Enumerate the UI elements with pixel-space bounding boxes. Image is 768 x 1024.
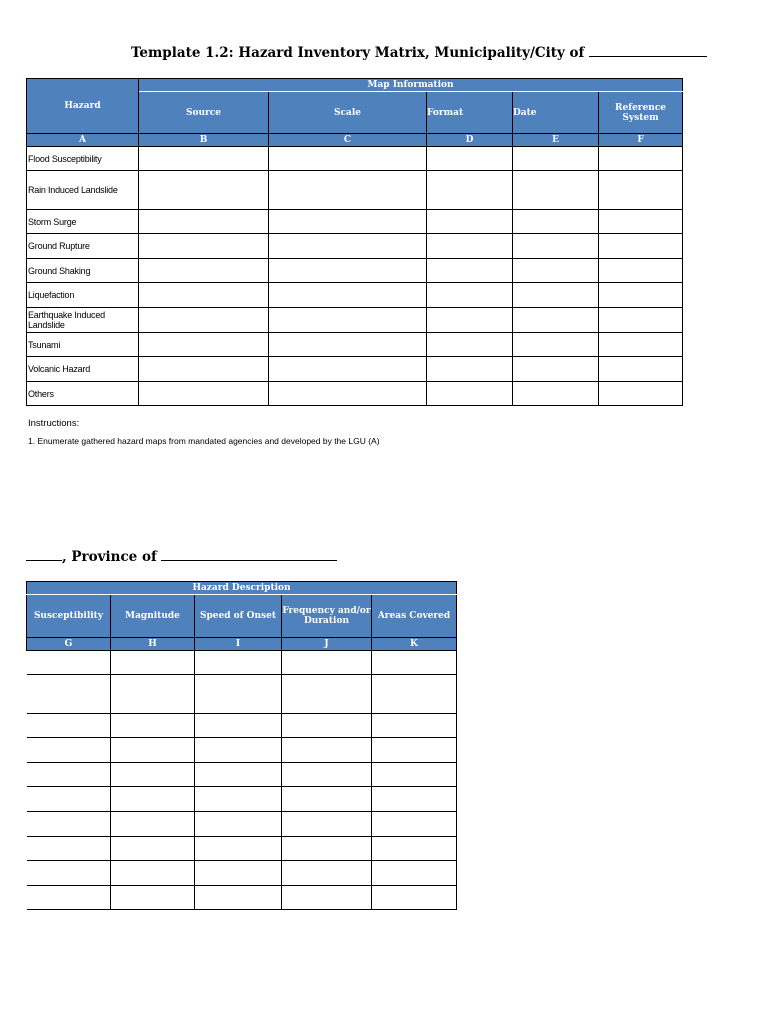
- table-cell[interactable]: [195, 812, 282, 837]
- table-cell[interactable]: [427, 259, 513, 283]
- table-cell[interactable]: [599, 147, 683, 171]
- table-cell[interactable]: [27, 651, 111, 675]
- table-cell[interactable]: [269, 333, 427, 357]
- table-cell[interactable]: [139, 382, 269, 406]
- column-letter: F: [599, 134, 683, 147]
- table-cell[interactable]: [372, 837, 457, 861]
- table-cell[interactable]: [139, 234, 269, 259]
- table-cell[interactable]: [139, 210, 269, 234]
- table-cell[interactable]: [269, 357, 427, 382]
- table-cell[interactable]: [111, 738, 195, 763]
- table-cell[interactable]: [372, 812, 457, 837]
- table-cell[interactable]: [282, 861, 372, 886]
- table-cell[interactable]: [372, 861, 457, 886]
- table-cell[interactable]: [282, 812, 372, 837]
- column-letter: A: [27, 134, 139, 147]
- table-cell[interactable]: [599, 283, 683, 308]
- frequency-duration-column-header: Frequency and/or Duration: [282, 595, 372, 638]
- areas-covered-column-header: Areas Covered: [372, 595, 457, 638]
- scale-column-header: Scale: [269, 92, 427, 134]
- table-cell[interactable]: [111, 651, 195, 675]
- table-cell[interactable]: [282, 714, 372, 738]
- table-cell[interactable]: [111, 675, 195, 714]
- column-letter: I: [195, 638, 282, 651]
- page-title: [0, 44, 768, 61]
- table-cell[interactable]: [513, 259, 599, 283]
- table-cell[interactable]: [269, 308, 427, 333]
- hazard-inventory-table: [26, 78, 683, 406]
- table-row: [27, 714, 457, 738]
- table-cell[interactable]: [269, 210, 427, 234]
- table-cell[interactable]: [427, 357, 513, 382]
- hazard-row-label: Earthquake Induced Landslide: [27, 308, 139, 333]
- table-cell[interactable]: [111, 714, 195, 738]
- instructions-heading: Instructions:: [28, 418, 80, 429]
- table-cell[interactable]: [139, 333, 269, 357]
- municipality-blank: [589, 44, 707, 57]
- table-row: [27, 861, 457, 886]
- table-cell[interactable]: [195, 787, 282, 812]
- table-cell[interactable]: [195, 651, 282, 675]
- table-cell[interactable]: [111, 787, 195, 812]
- column-letter: G: [27, 638, 111, 651]
- table-row: [27, 283, 683, 308]
- hazard-row-label: Ground Shaking: [27, 259, 139, 283]
- table-cell[interactable]: [282, 651, 372, 675]
- table-cell[interactable]: [599, 308, 683, 333]
- table-cell[interactable]: [427, 308, 513, 333]
- table-cell[interactable]: [372, 651, 457, 675]
- table-cell[interactable]: [513, 357, 599, 382]
- source-column-header: Source: [139, 92, 269, 134]
- hazard-row-label: Rain Induced Landslide: [27, 171, 139, 210]
- speed-of-onset-column-header: Speed of Onset: [195, 595, 282, 638]
- table-cell[interactable]: [111, 763, 195, 787]
- table-row: [27, 886, 457, 910]
- table-cell[interactable]: [111, 886, 195, 910]
- table-cell[interactable]: [372, 886, 457, 910]
- table-cell[interactable]: [27, 861, 111, 886]
- table-cell[interactable]: [27, 787, 111, 812]
- table-cell[interactable]: [269, 382, 427, 406]
- table-cell[interactable]: [269, 171, 427, 210]
- table-cell[interactable]: [27, 763, 111, 787]
- table-row: [27, 763, 457, 787]
- table-cell[interactable]: [195, 675, 282, 714]
- table-cell[interactable]: [282, 886, 372, 910]
- table-row: [27, 787, 457, 812]
- table-cell[interactable]: [139, 171, 269, 210]
- table-cell[interactable]: [269, 283, 427, 308]
- table-row: [27, 171, 683, 210]
- table-cell[interactable]: [27, 812, 111, 837]
- table-cell[interactable]: [427, 283, 513, 308]
- table-cell[interactable]: [282, 787, 372, 812]
- table-cell[interactable]: [111, 861, 195, 886]
- table-cell[interactable]: [139, 357, 269, 382]
- city-continuation-blank: [26, 548, 62, 561]
- column-letter: H: [111, 638, 195, 651]
- table-row: [27, 234, 683, 259]
- table-cell[interactable]: [195, 738, 282, 763]
- province-blank: [161, 548, 337, 561]
- column-letter: B: [139, 134, 269, 147]
- table-cell[interactable]: [195, 861, 282, 886]
- table-cell[interactable]: [427, 171, 513, 210]
- table-cell[interactable]: [195, 886, 282, 910]
- table-cell[interactable]: [269, 259, 427, 283]
- table-cell[interactable]: [282, 763, 372, 787]
- table-cell[interactable]: [269, 234, 427, 259]
- table-row: [27, 147, 683, 171]
- table-row: [27, 333, 683, 357]
- hazard-description-table: [26, 581, 457, 910]
- table-row: [27, 837, 457, 861]
- table-cell[interactable]: [599, 171, 683, 210]
- table-cell[interactable]: [111, 837, 195, 861]
- table-cell[interactable]: [27, 738, 111, 763]
- map-information-header: Map Information: [139, 79, 683, 92]
- hazard-row-label: Others: [27, 382, 139, 406]
- hazard-column-header: Hazard: [27, 79, 139, 134]
- table-row: [27, 210, 683, 234]
- table-cell[interactable]: [599, 259, 683, 283]
- table-row: [27, 382, 683, 406]
- table-cell[interactable]: [195, 837, 282, 861]
- table-cell[interactable]: [27, 714, 111, 738]
- table-cell[interactable]: [513, 283, 599, 308]
- date-column-header: Date: [513, 92, 599, 134]
- table-cell[interactable]: [27, 886, 111, 910]
- column-letter: K: [372, 638, 457, 651]
- column-letter: E: [513, 134, 599, 147]
- table-cell[interactable]: [513, 147, 599, 171]
- table-row: [27, 812, 457, 837]
- reference-system-column-header: Reference System: [599, 92, 683, 134]
- table-cell[interactable]: [513, 382, 599, 406]
- table-cell[interactable]: [427, 210, 513, 234]
- column-letter: C: [269, 134, 427, 147]
- table-cell[interactable]: [427, 147, 513, 171]
- column-letter: D: [427, 134, 513, 147]
- table-cell[interactable]: [427, 333, 513, 357]
- table-row: [27, 357, 683, 382]
- table-cell[interactable]: [513, 234, 599, 259]
- province-line: [26, 548, 337, 565]
- table-cell[interactable]: [139, 147, 269, 171]
- hazard-row-label: Liquefaction: [27, 283, 139, 308]
- table-cell[interactable]: [372, 738, 457, 763]
- table-cell[interactable]: [513, 210, 599, 234]
- table-cell[interactable]: [599, 234, 683, 259]
- table-cell[interactable]: [513, 171, 599, 210]
- column-letter: J: [282, 638, 372, 651]
- hazard-row-label: Storm Surge: [27, 210, 139, 234]
- table-cell[interactable]: [372, 714, 457, 738]
- table-cell[interactable]: [282, 738, 372, 763]
- table-cell[interactable]: [195, 763, 282, 787]
- table-cell[interactable]: [27, 675, 111, 714]
- table-cell[interactable]: [139, 259, 269, 283]
- table-cell[interactable]: [513, 333, 599, 357]
- table-cell[interactable]: [513, 308, 599, 333]
- table-cell[interactable]: [599, 210, 683, 234]
- table-cell[interactable]: [139, 283, 269, 308]
- hazard-row-label: Tsunami: [27, 333, 139, 357]
- magnitude-column-header: Magnitude: [111, 595, 195, 638]
- table-row: [27, 675, 457, 714]
- hazard-description-header: Hazard Description: [27, 582, 457, 595]
- hazard-row-label: Ground Rupture: [27, 234, 139, 259]
- table-cell[interactable]: [372, 763, 457, 787]
- table-row: [27, 308, 683, 333]
- instruction-item: 1. Enumerate gathered hazard maps from mandated agencies and developed by the LGU (A): [28, 436, 380, 446]
- table-cell[interactable]: [282, 837, 372, 861]
- table-cell[interactable]: [427, 382, 513, 406]
- table-cell[interactable]: [599, 357, 683, 382]
- format-column-header: Format: [427, 92, 513, 134]
- table-cell[interactable]: [372, 787, 457, 812]
- table-cell[interactable]: [27, 837, 111, 861]
- table-cell[interactable]: [139, 308, 269, 333]
- hazard-row-label: Volcanic Hazard: [27, 357, 139, 382]
- table-cell[interactable]: [269, 147, 427, 171]
- table-cell[interactable]: [599, 382, 683, 406]
- table-cell[interactable]: [372, 675, 457, 714]
- table-row: [27, 738, 457, 763]
- table-cell[interactable]: [599, 333, 683, 357]
- table-row: [27, 259, 683, 283]
- susceptibility-column-header: Susceptibility: [27, 595, 111, 638]
- hazard-row-label: Flood Susceptibility: [27, 147, 139, 171]
- page-title-text: Template 1.2: Hazard Inventory Matrix, Municipality/City of: [130, 45, 585, 61]
- table-cell[interactable]: [427, 234, 513, 259]
- table-row: [27, 651, 457, 675]
- table-cell[interactable]: [195, 714, 282, 738]
- table-cell[interactable]: [111, 812, 195, 837]
- province-label: , Province of: [62, 549, 157, 565]
- table-cell[interactable]: [282, 675, 372, 714]
